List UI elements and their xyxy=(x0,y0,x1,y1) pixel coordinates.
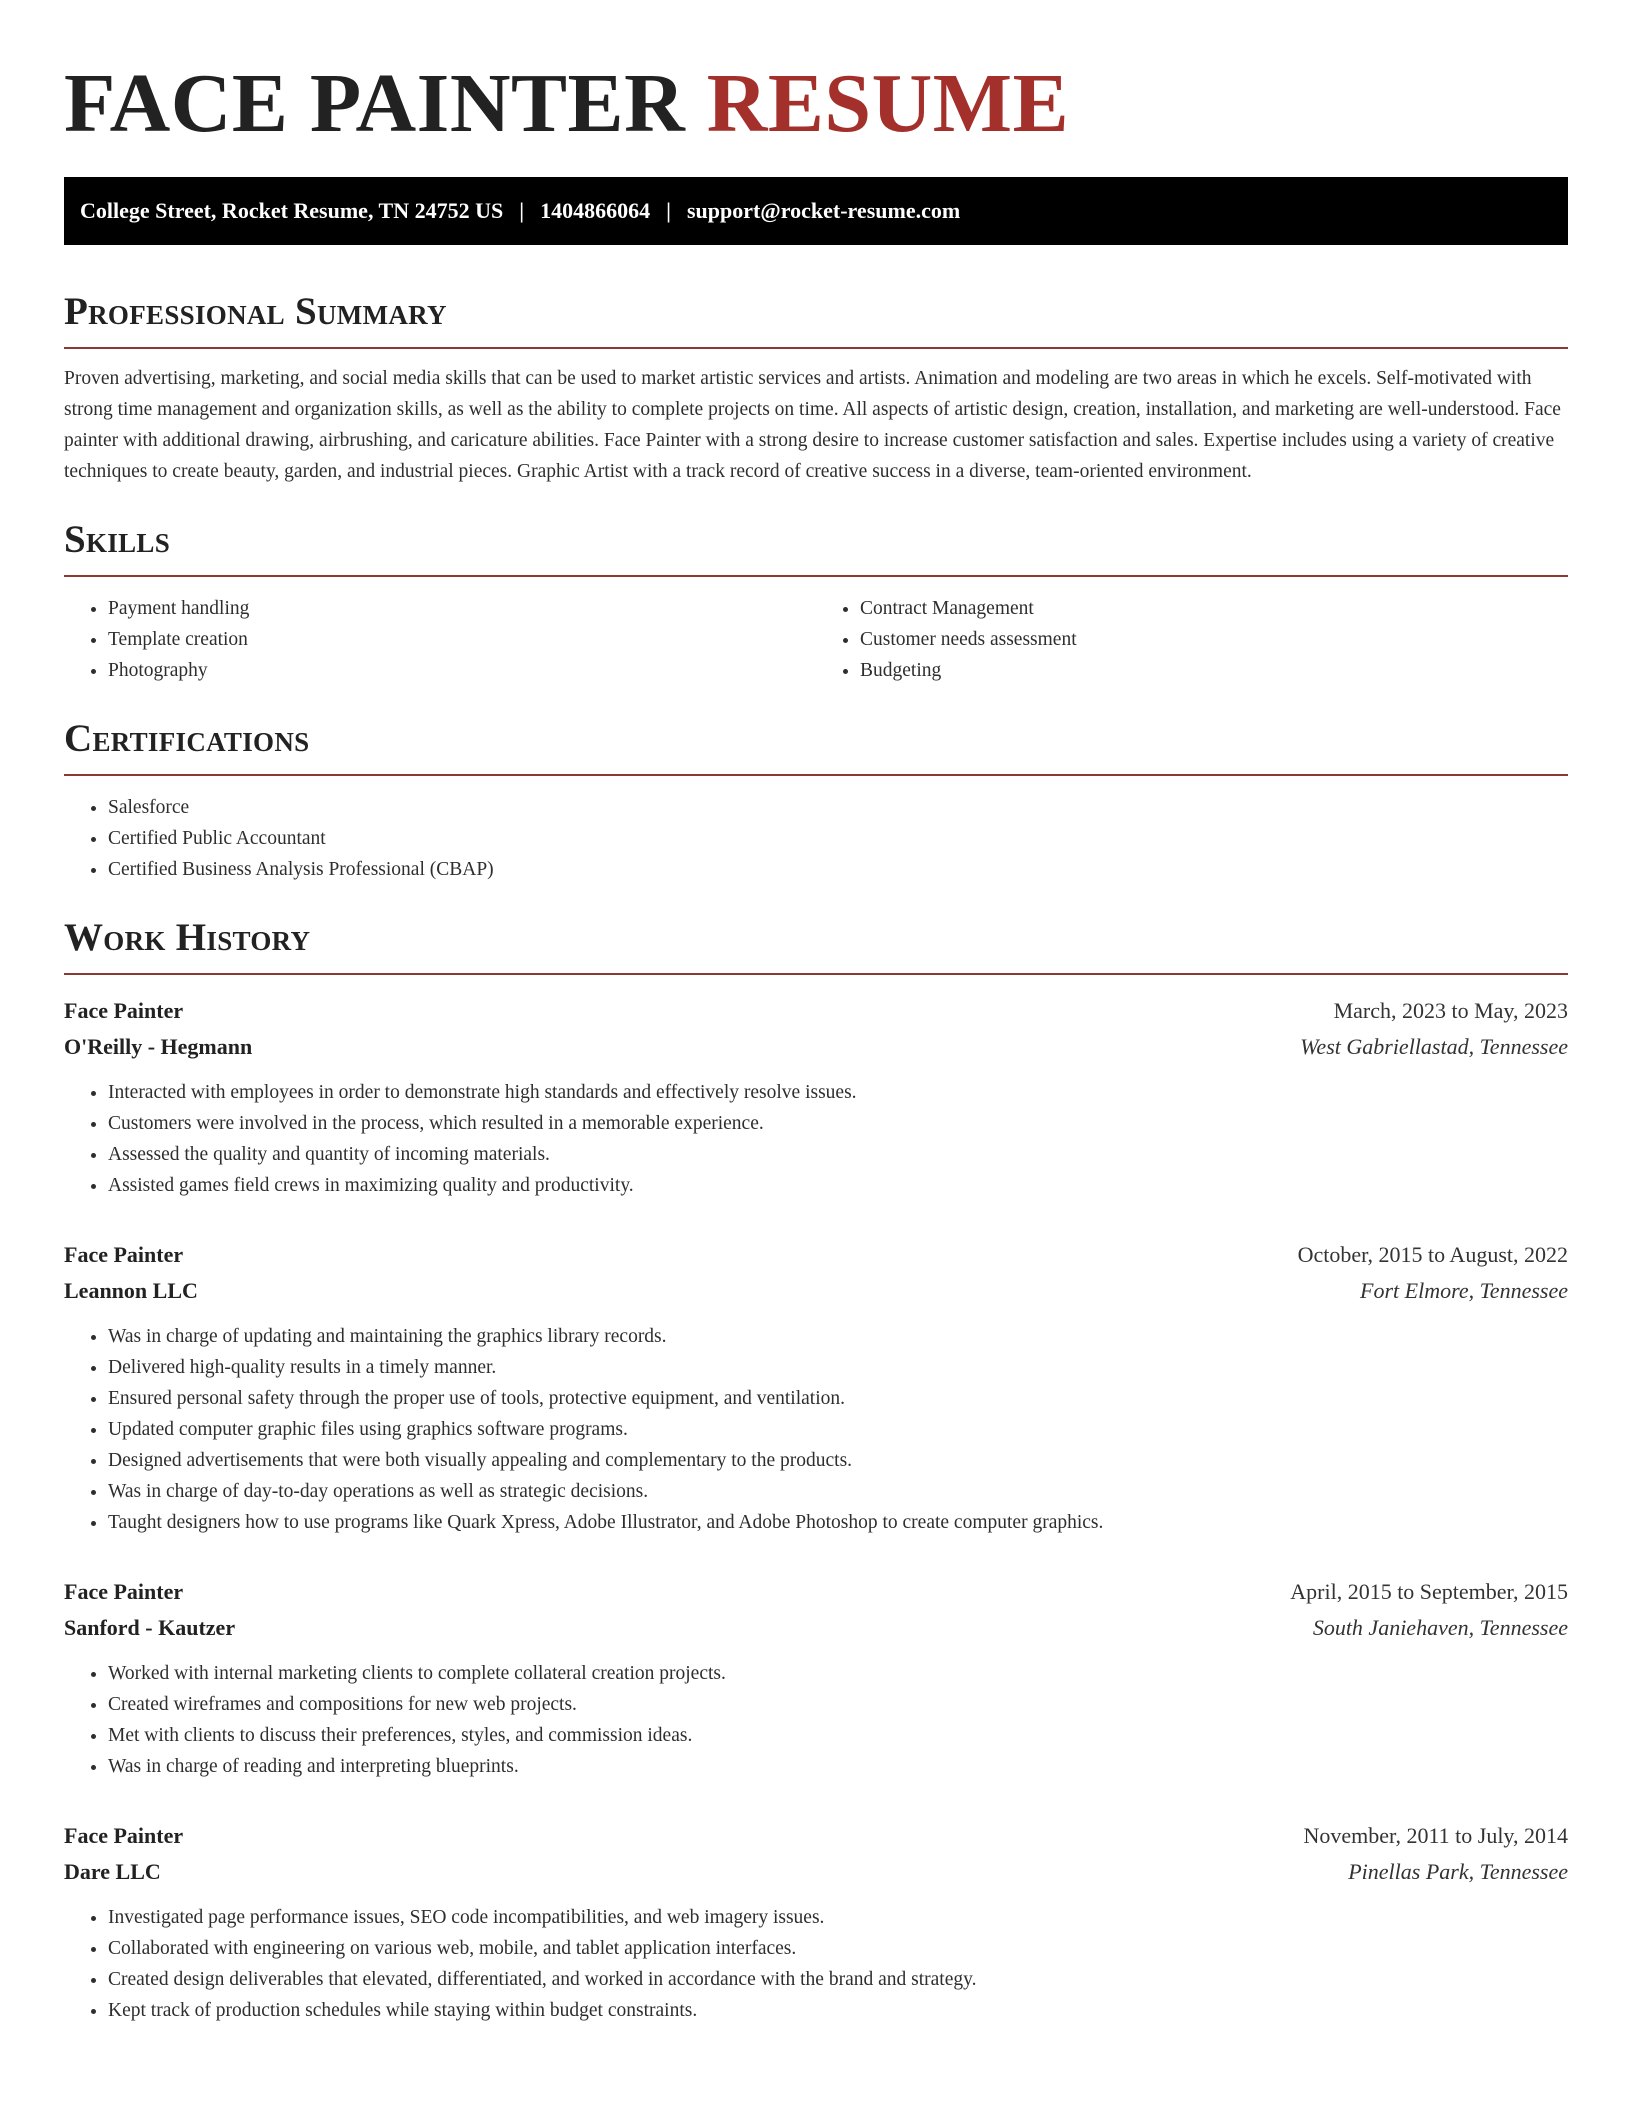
job-company-row xyxy=(64,1610,1568,1646)
job-location: Fort Elmore, Tennessee xyxy=(1360,1278,1568,1303)
job-header-row xyxy=(64,1574,1568,1610)
job-duty: • Created wireframes and compositions for new web projects. xyxy=(108,1689,1568,1720)
contact-bar xyxy=(64,177,1568,245)
skill-item: • Payment handling xyxy=(108,593,816,624)
job-dates: October, 2015 to August, 2022 xyxy=(1297,1242,1568,1267)
title-main: FACE PAINTER xyxy=(64,57,686,150)
skills-section xyxy=(64,517,1568,686)
summary-text: Proven advertising, marketing, and social media skills that can be used to market artistic services and artists. Animation and modeling are two areas in which he excels. Self-motivated with strong time management and organization skills, as well as the ability to complete projects on time. All aspects of artistic design, creation, installation, and marketing are well-understood. Face painter with additional drawing, airbrushing, and caricature abilities. Face Painter with a strong desire to increase customer satisfaction and sales. Expertise includes using a variety of creative techniques to create beauty, garden, and industrial pieces. Graphic Artist with a track record of creative success in a diverse, team-oriented environment. xyxy=(64,368,1561,482)
contact-separator: | xyxy=(519,198,525,223)
job-location: West Gabriellastad, Tennessee xyxy=(1300,1034,1568,1059)
section-heading-certifications: Certifications xyxy=(64,716,1568,776)
contact-separator: | xyxy=(666,198,671,223)
job-title: Face Painter xyxy=(64,1242,184,1267)
job-location: South Janiehaven, Tennessee xyxy=(1312,1615,1568,1640)
skill-item: • Customer needs assessment xyxy=(860,624,1568,655)
job-duty: • Was in charge of day-to-day operations as well as strategic decisions. xyxy=(108,1476,1568,1507)
job-duty: • Assisted games field crews in maximizing quality and productivity. xyxy=(108,1170,1568,1201)
job-company-row xyxy=(64,1854,1568,1890)
job-header-row xyxy=(64,1818,1568,1854)
skill-item: • Contract Management xyxy=(860,593,1568,624)
job-entry xyxy=(64,1818,1568,2026)
job-duties-list xyxy=(64,1321,1568,1538)
certifications-section xyxy=(64,716,1568,885)
certification-item: • Certified Business Analysis Professional (CBAP) xyxy=(108,854,1568,885)
job-duty: • Ensured personal safety through the proper use of tools, protective equipment, and ventilation. xyxy=(108,1383,1568,1414)
job-dates: November, 2011 to July, 2014 xyxy=(1303,1823,1568,1848)
job-entry xyxy=(64,993,1568,1201)
job-location: Pinellas Park, Tennessee xyxy=(1348,1859,1568,1884)
job-duty: • Collaborated with engineering on various web, mobile, and tablet application interfaces. xyxy=(108,1933,1568,1964)
job-company: O'Reilly - Hegmann xyxy=(64,1034,253,1059)
job-entry xyxy=(64,1237,1568,1538)
job-duty: • Worked with internal marketing clients to complete collateral creation projects. xyxy=(108,1658,1568,1689)
job-title: Face Painter xyxy=(64,1823,184,1848)
job-duties-list xyxy=(64,1902,1568,2026)
certification-item: • Certified Public Accountant xyxy=(108,823,1568,854)
job-duty: • Investigated page performance issues, SEO code incompatibilities, and web imagery issues. xyxy=(108,1902,1568,1933)
skills-list-right xyxy=(816,593,1568,686)
job-duty: • Taught designers how to use programs like Quark Xpress, Adobe Illustrator, and Adobe Photoshop to create computer graphics. xyxy=(108,1507,1568,1538)
job-header-row xyxy=(64,1237,1568,1273)
job-duty: • Created design deliverables that elevated, differentiated, and worked in accordance with the brand and strategy. xyxy=(108,1964,1568,1995)
job-duties-list xyxy=(64,1077,1568,1201)
job-duties-list xyxy=(64,1658,1568,1782)
section-heading-skills: Skills xyxy=(64,517,1568,577)
skill-item: • Photography xyxy=(108,655,816,686)
contact-email[interactable]: support@rocket-resume.com xyxy=(686,198,961,223)
work-history-section xyxy=(64,915,1568,2026)
job-duty: • Was in charge of updating and maintaining the graphics library records. xyxy=(108,1321,1568,1352)
job-entry xyxy=(64,1574,1568,1782)
job-dates: March, 2023 to May, 2023 xyxy=(1333,998,1568,1023)
job-company: Dare LLC xyxy=(64,1859,161,1884)
job-duty: • Delivered high-quality results in a timely manner. xyxy=(108,1352,1568,1383)
title-accent: RESUME xyxy=(706,57,1070,150)
contact-phone: 1404866064 xyxy=(540,198,651,223)
professional-summary-section xyxy=(64,289,1568,487)
job-duty: • Designed advertisements that were both visually appealing and complementary to the products. xyxy=(108,1445,1568,1476)
certification-item: • Salesforce xyxy=(108,792,1568,823)
job-company-row xyxy=(64,1029,1568,1065)
job-duty: • Assessed the quality and quantity of incoming materials. xyxy=(108,1139,1568,1170)
job-company: Sanford - Kautzer xyxy=(64,1615,236,1640)
certifications-list xyxy=(64,792,1568,885)
job-duty: • Interacted with employees in order to demonstrate high standards and effectively resolve issues. xyxy=(108,1077,1568,1108)
job-company-row xyxy=(64,1273,1568,1309)
job-header-row xyxy=(64,993,1568,1029)
section-heading-work-history: Work History xyxy=(64,915,1568,975)
resume-title xyxy=(64,56,1568,152)
skill-item: • Template creation xyxy=(108,624,816,655)
skills-grid xyxy=(64,577,1568,686)
job-duty: • Met with clients to discuss their preferences, styles, and commission ideas. xyxy=(108,1720,1568,1751)
job-duty: • Updated computer graphic files using graphics software programs. xyxy=(108,1414,1568,1445)
job-duty: • Was in charge of reading and interpreting blueprints. xyxy=(108,1751,1568,1782)
job-duty: • Kept track of production schedules while staying within budget constraints. xyxy=(108,1995,1568,2026)
skills-list-left xyxy=(64,593,816,686)
section-heading-summary: Professional Summary xyxy=(64,289,1568,349)
skill-item: • Budgeting xyxy=(860,655,1568,686)
contact-address: College Street, Rocket Resume, TN 24752 US xyxy=(80,198,504,223)
job-dates: April, 2015 to September, 2015 xyxy=(1290,1579,1568,1604)
job-title: Face Painter xyxy=(64,1579,184,1604)
job-title: Face Painter xyxy=(64,998,184,1023)
job-duty: • Customers were involved in the process, which resulted in a memorable experience. xyxy=(108,1108,1568,1139)
job-company: Leannon LLC xyxy=(64,1278,198,1303)
